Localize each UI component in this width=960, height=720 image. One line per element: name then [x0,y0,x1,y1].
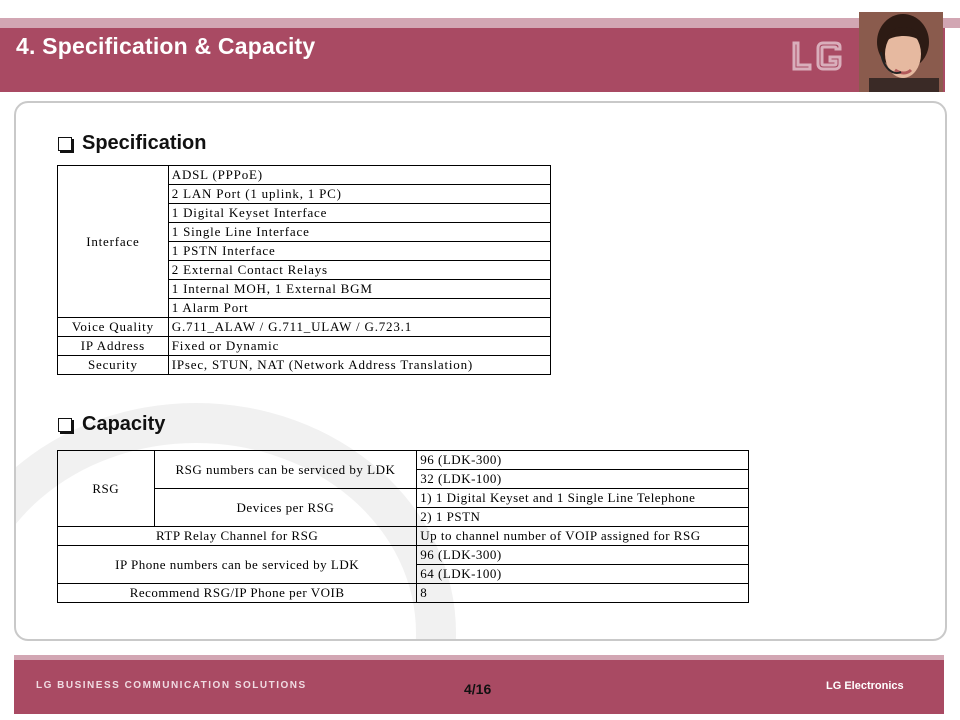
specification-table [57,165,551,375]
ip-address-label: IP Address [58,337,169,356]
specification-heading [58,132,206,155]
slide-header [0,0,960,92]
interface-item: 1 PSTN Interface [168,242,550,261]
rsg-numbers-value: 96 (LDK-300) [417,451,749,470]
interface-label: Interface [58,166,169,318]
headset-woman-photo [859,12,943,92]
capacity-heading-text: Capacity [82,413,166,435]
devices-label: Devices per RSG [154,489,417,527]
interface-item: 1 Single Line Interface [168,223,550,242]
interface-item: 2 External Contact Relays [168,261,550,280]
rtp-value: Up to channel number of VOIP assigned for RSG [417,527,749,546]
interface-item: ADSL (PPPoE) [168,166,550,185]
table-row [58,337,551,356]
table-row [58,489,749,508]
ip-address-value: Fixed or Dynamic [168,337,550,356]
footer-brand: LG Electronics [826,680,904,692]
interface-item: 1 Digital Keyset Interface [168,204,550,223]
rsg-numbers-value: 32 (LDK-100) [417,470,749,489]
table-row [58,546,749,565]
table-row [58,584,749,603]
interface-item: 1 Alarm Port [168,299,550,318]
capacity-heading [58,413,165,436]
table-row [58,166,551,185]
rsg-label: RSG [58,451,155,527]
checkbox-bullet-icon [58,418,72,432]
interface-item: 1 Internal MOH, 1 External BGM [168,280,550,299]
rtp-label: RTP Relay Channel for RSG [58,527,417,546]
devices-value: 1) 1 Digital Keyset and 1 Single Line Telephone [417,489,749,508]
slide-footer [14,660,944,714]
page-number: 4/16 [464,681,492,697]
voice-quality-value: G.711_ALAW / G.711_ULAW / G.723.1 [168,318,550,337]
header-accent-strip [0,18,960,28]
interface-item: 2 LAN Port (1 uplink, 1 PC) [168,185,550,204]
recommend-label: Recommend RSG/IP Phone per VOIB [58,584,417,603]
table-row [58,318,551,337]
devices-value: 2) 1 PSTN [417,508,749,527]
security-label: Security [58,356,169,375]
security-value: IPsec, STUN, NAT (Network Address Translation) [168,356,550,375]
ip-phone-value: 64 (LDK-100) [417,565,749,584]
voice-quality-label: Voice Quality [58,318,169,337]
table-row [58,356,551,375]
rsg-numbers-label: RSG numbers can be serviced by LDK [154,451,417,489]
table-row [58,527,749,546]
ip-phone-value: 96 (LDK-300) [417,546,749,565]
checkbox-bullet-icon [58,137,72,151]
lg-logo [790,40,846,74]
specification-heading-text: Specification [82,132,207,154]
table-row [58,451,749,470]
ip-phone-label: IP Phone numbers can be serviced by LDK [58,546,417,584]
recommend-value: 8 [417,584,749,603]
footer-tagline: LG BUSINESS COMMUNICATION SOLUTIONS [36,680,307,691]
capacity-table [57,450,749,603]
page-title: 4. Specification & Capacity [16,33,316,59]
